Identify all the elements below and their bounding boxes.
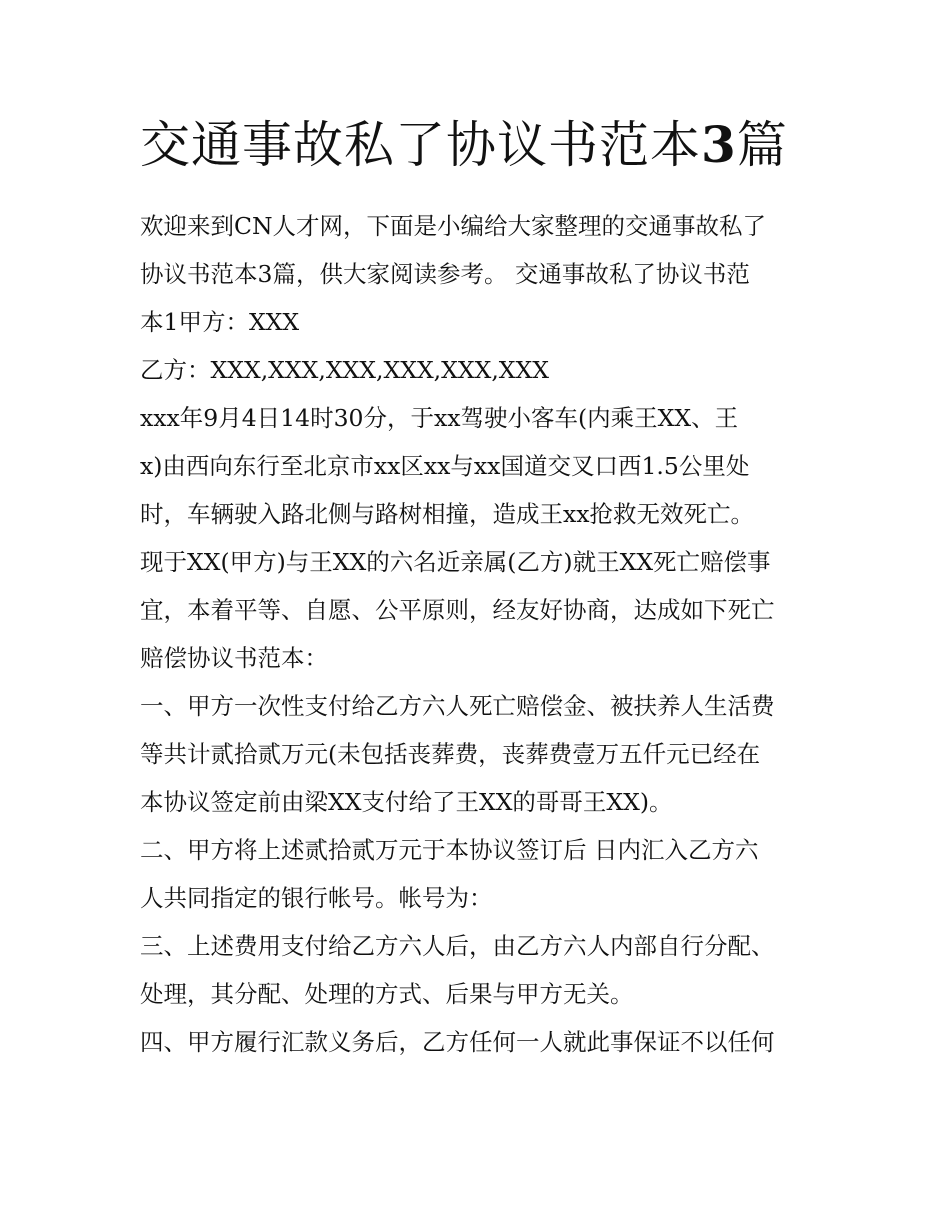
body-line: 本1甲方：XXX: [140, 308, 300, 336]
body-line: 协议书范本3篇，供大家阅读参考。 交通事故私了协议书范: [140, 260, 750, 288]
body-line: 时，车辆驶入路北侧与路树相撞，造成王xx抢救无效死亡。: [140, 500, 755, 528]
body-line: 乙方：XXX,XXX,XXX,XXX,XXX,XXX: [140, 356, 549, 384]
body-line: 处理，其分配、处理的方式、后果与甲方无关。: [140, 980, 634, 1008]
title-main: 交通事故私了协议书范本: [140, 116, 701, 174]
body-line: 人共同指定的银行帐号。帐号为：: [140, 884, 493, 912]
body-line: 等共计贰拾贰万元(未包括丧葬费，丧葬费壹万五仟元已经在: [140, 740, 761, 768]
body-line: 本协议签定前由梁XX支付给了王XX的哥哥王XX)。: [140, 788, 673, 816]
body-line: xxx年9月4日14时30分，于xx驾驶小客车(内乘王XX、王: [140, 404, 739, 432]
body-line: 欢迎来到CN人才网，下面是小编给大家整理的交通事故私了: [140, 212, 767, 240]
body-line: 宜，本着平等、自愿、公平原则，经友好协商，达成如下死亡: [140, 596, 775, 624]
body-line: 三、上述费用支付给乙方六人后，由乙方六人内部自行分配、: [140, 932, 775, 960]
document-body: [140, 202, 820, 1066]
title-number: 3: [701, 115, 737, 174]
document-title: [140, 112, 788, 178]
body-line: 一、甲方一次性支付给乙方六人死亡赔偿金、被扶养人生活费: [140, 692, 775, 720]
body-line: 现于XX(甲方)与王XX的六名近亲属(乙方)就王XX死亡赔偿事: [140, 548, 771, 576]
body-line: 赔偿协议书范本：: [140, 644, 328, 672]
title-suffix: 篇: [736, 116, 788, 174]
body-line: 二、甲方将上述贰拾贰万元于本协议签订后 日内汇入乙方六: [140, 836, 759, 864]
body-line: x)由西向东行至北京市xx区xx与xx国道交叉口西1.5公里处: [140, 452, 750, 480]
body-line: 四、甲方履行汇款义务后，乙方任何一人就此事保证不以任何: [140, 1028, 775, 1056]
